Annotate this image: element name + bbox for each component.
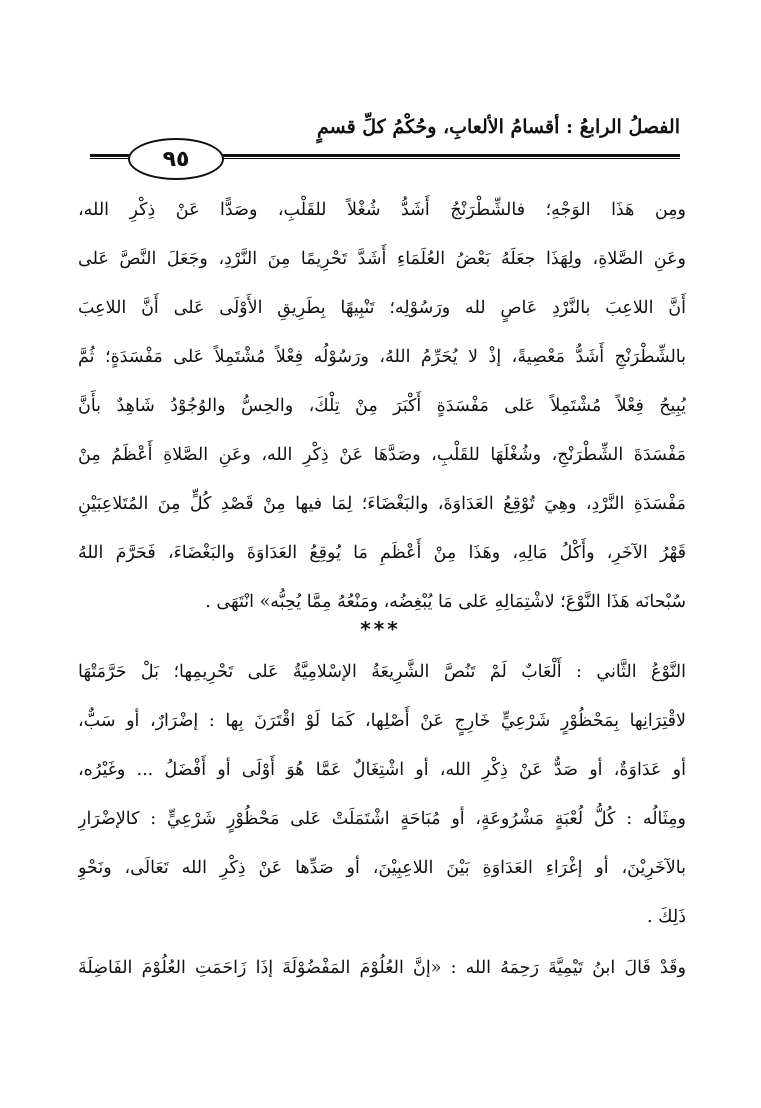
chapter-title: الفصلُ الرابعُ : أقسامُ الألعابِ، وحُكْمُ كلِّ قسمٍ	[316, 116, 680, 138]
text-line: ومِن هَذَا الوَجْهِ؛ فالشِّطْرَنْجُ أَشَدُّ شُغْلاً للقَلْبِ، وصَدًّا عَنْ ذِكْرِ الله،	[78, 200, 686, 220]
text-line: بالآخَرِيْنَ، أو إغْرَاءِ العَدَاوَةِ بَيْنَ اللاعِبِيْنَ، أو صَدِّها عَنْ ذِكْرِ الله تَعَالَى، ونَحْوِ	[78, 858, 686, 878]
text-line: النَّوْعُ الثَّاني : أَلْعَابٌ لَمْ تَنُصَّ الشَّرِيعَةُ الإسْلامِيَّةُ عَلى تَحْرِيمِها؛ بَلْ حَرَّمَتْهَا	[78, 662, 686, 682]
text-line: مَفْسَدَةِ النَّرْدِ، وهِيَ تُوْقِعُ العَدَاوَةَ، والبَغْضَاءَ؛ لِمَا فيها مِنْ قَصْدِ كُلٍّ مِنَ المُتَلاعِبَيْنِ	[78, 494, 686, 514]
text-line: ذَلِكَ .	[647, 907, 686, 927]
text-line: وقَدْ قَالَ ابنُ تَيْمِيَّةَ رَحِمَهُ الله : «إنَّ العُلُوْمَ المَفْضُوْلَةَ إذَا زَاحَمَتِ العُلُوْمَ الفَاضِلَةَ	[78, 958, 686, 978]
paragraph-2	[78, 648, 686, 942]
text-line: سُبْحانَه هَذَا النَّوْعَ؛ لاشْتِمَالِهِ عَلى مَا يُبْغِضُه، ومَنْعُهُ مِمَّا يُحِبُّه» انْتَهَى .	[205, 592, 686, 612]
paragraph-3	[78, 944, 686, 993]
text-line: وعَنِ الصَّلاةِ، ولِهَذَا جعَلَهُ بَعْضُ العُلَمَاءِ أَشَدَّ تَحْرِيمًا مِنَ النَّرْدِ، وجَعَلَ النَّصَّ عَلى	[78, 249, 686, 269]
text-line: قَهْرُ الآخَرِ، وأَكْلُ مَالِهِ، وهَذَا مِنْ أَعْظَمِ مَا يُوقِعُ العَدَاوَةَ والبَغْضَاءَ، فَحَرَّمَ اللهُ	[78, 543, 686, 563]
text-line: يُبِيحُ فِعْلاً مُشْتَمِلاً عَلى مَفْسَدَةٍ أَكْبَرَ مِنْ تِلْكَ، والحِسُّ والوُجُوْدُ شَاهِدٌ بأَنَّ	[78, 396, 686, 416]
paragraph-1	[78, 186, 686, 627]
page-number-oval	[128, 138, 224, 180]
page-header	[90, 108, 680, 178]
text-line: أو عَدَاوَةٌ، أو صَدٌّ عَنْ ذِكْرِ الله، أو اشْتِغَالٌ عَمَّا هُوَ أَوْلَى أو أَفْضَلُ ... وغَيْرُه،	[78, 760, 686, 780]
text-line: ومِثَالُه : كُلُّ لُعْبَةٍ مَشْرُوعَةٍ، أو مُبَاحَةٍ اشْتَمَلَتْ عَلى مَحْظُوْرٍ شَرْعِيٍّ : كالإضْرَارِ	[78, 809, 686, 829]
text-line: أَنَّ اللاعِبَ بالنَّرْدِ عَاصٍ لله ورَسُوْلِه؛ تَنْبِيهًا بِطَرِيقِ الأَوْلَى عَلى أَنَّ اللاعِبَ	[78, 298, 686, 318]
section-separator: ***	[360, 617, 401, 641]
text-line: بالشِّطْرَنْجِ أَشَدُّ مَعْصِيةً، إذْ لا يُحَرِّمُ اللهُ، ورَسُوْلُه فِعْلاً مُشْتَمِلاً عَلى مَفْسَدَةٍ؛ ثُمَّ	[78, 347, 686, 367]
text-line: مَفْسَدَةَ الشِّطْرَنْجِ، وشُغْلَهَا للقَلْبِ، وصَدَّهَا عَنْ ذِكْرِ الله، وعَنِ الصَّلاةِ أَعْظَمُ مِنْ	[78, 445, 686, 465]
page-number: ٩٥	[162, 146, 190, 172]
text-line: لاقْتِرَانِها بِمَحْظُوْرٍ شَرْعِيٍّ خَارِجٍ عَنْ أَصْلِها، كَمَا لَوْ اقْتَرَنَ بِها : إضْرَارٌ، أو سَبٌّ،	[78, 711, 686, 731]
